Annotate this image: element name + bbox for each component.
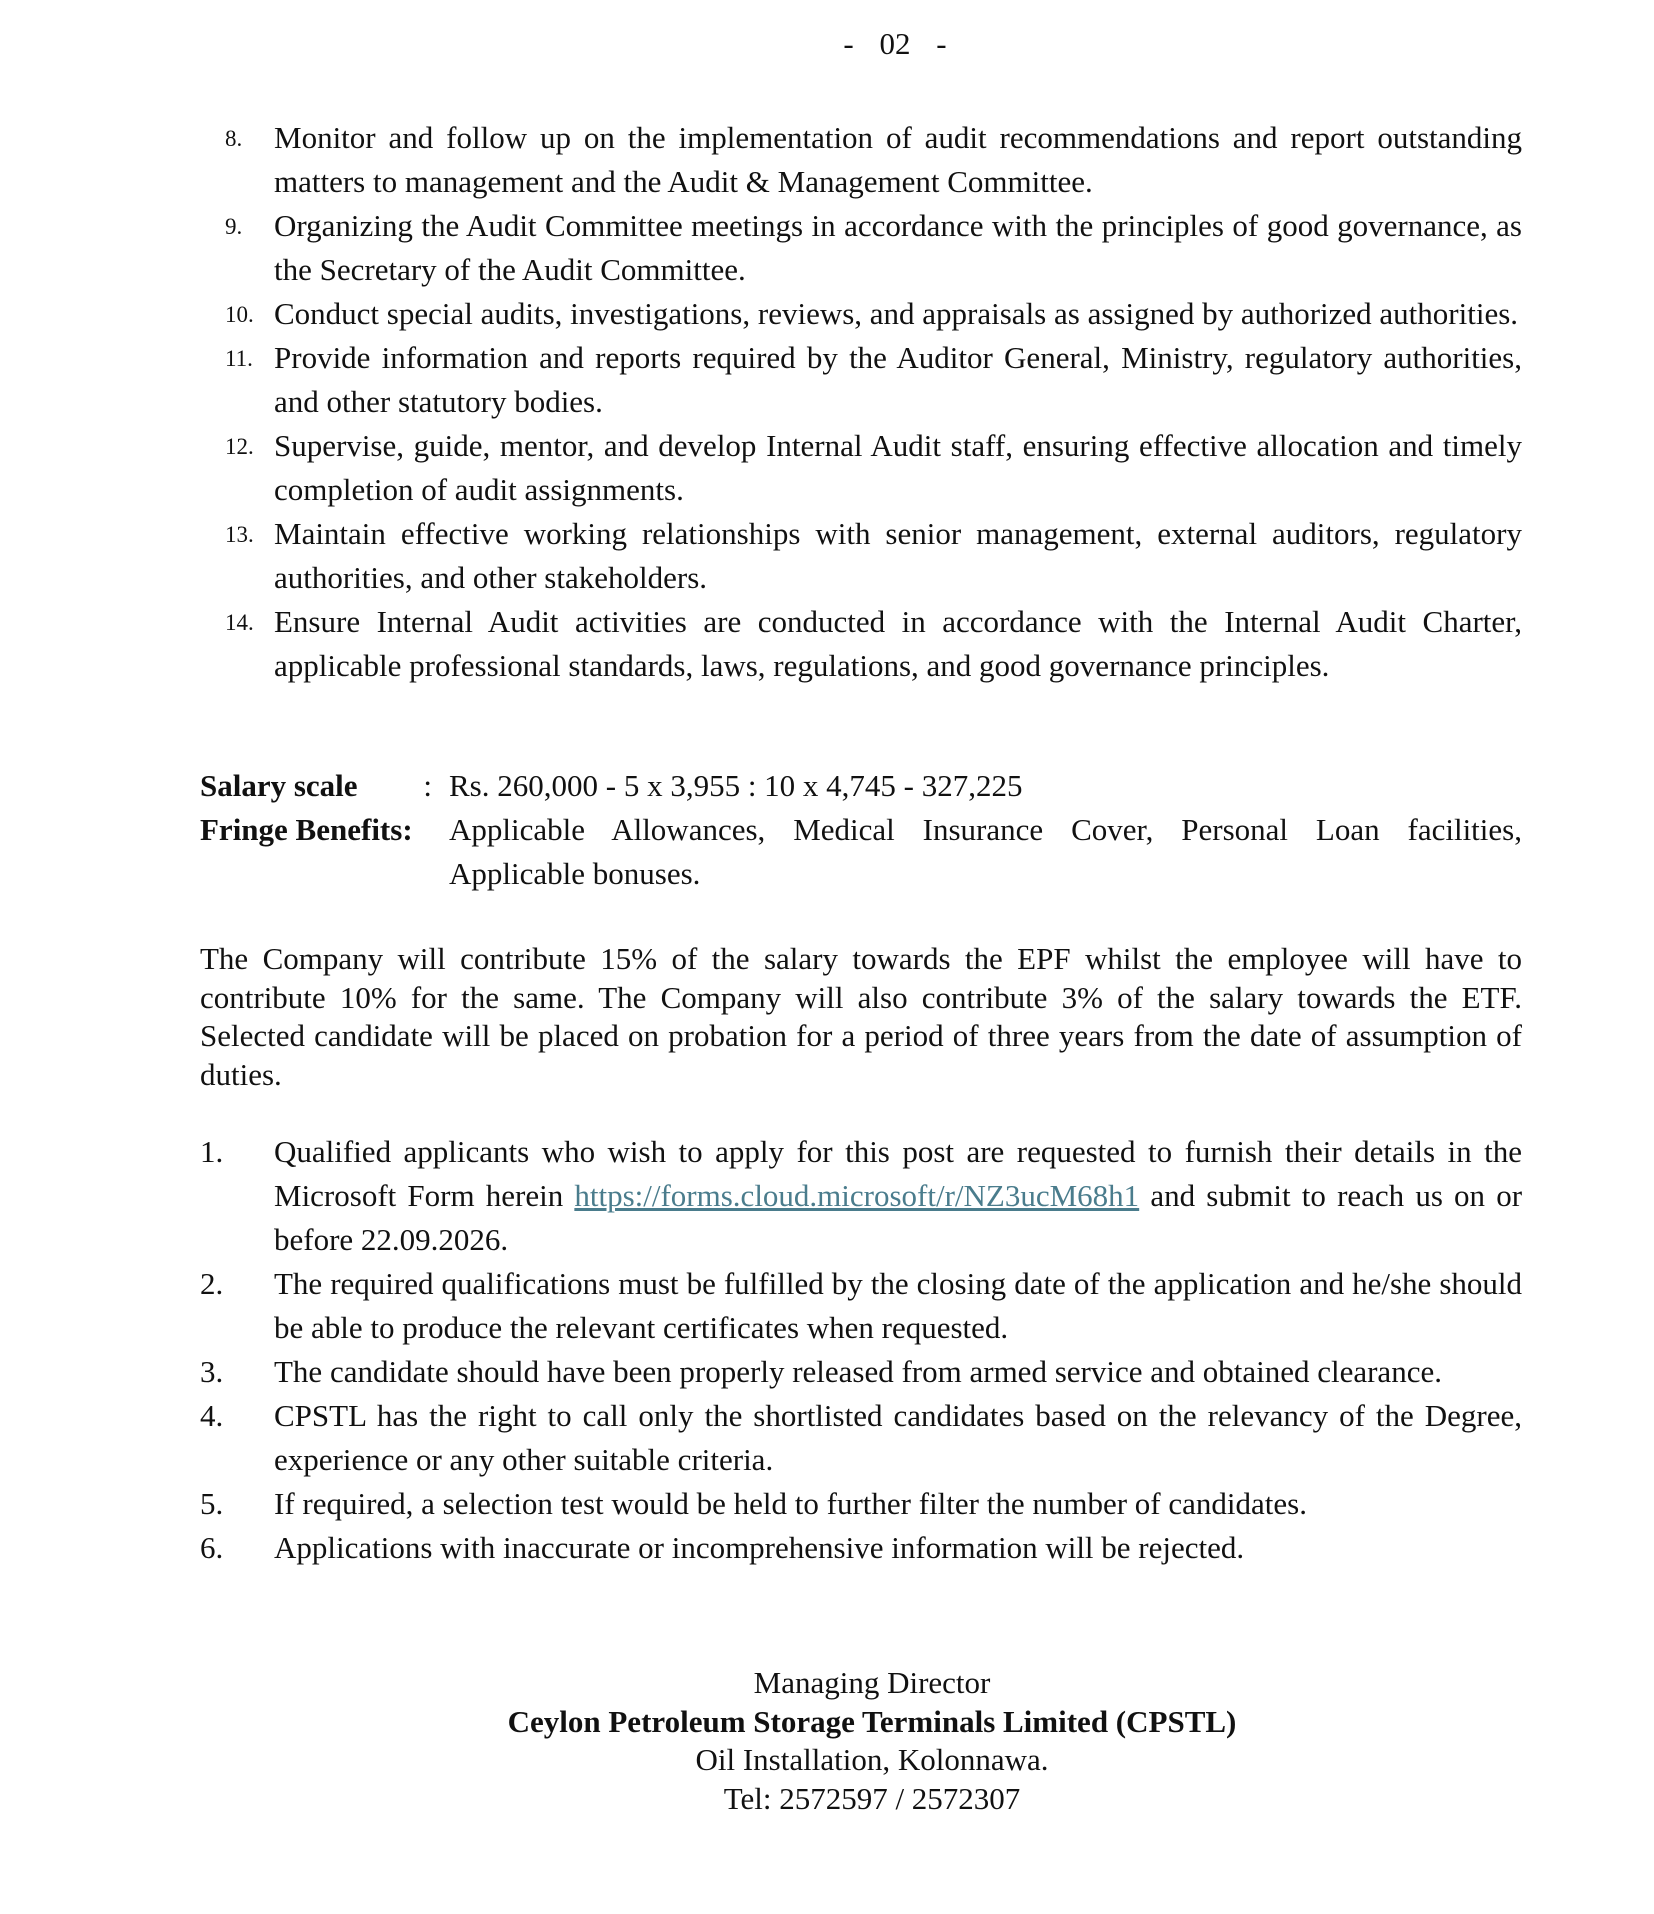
company-address: Oil Installation, Kolonnawa. [695, 1742, 1049, 1777]
condition-text: The required qualifications must be fulfilled by the closing date of the application and he/she should be able to produce the relevant certificates when requested. [274, 1266, 1522, 1345]
salary-scale-value: Rs. 260,000 - 5 x 3,955 : 10 x 4,745 - 327,225 [449, 768, 1023, 803]
condition-number: 3. [200, 1354, 224, 1389]
duty-number: 9. [225, 214, 243, 239]
duty-text: Conduct special audits, investigations, reviews, and appraisals as assigned by authorized authorities. [274, 296, 1519, 331]
duty-item [200, 424, 1522, 512]
duty-item [200, 600, 1522, 688]
signature-block [0, 1664, 1654, 1818]
duty-number: 10. [225, 302, 254, 327]
salary-scale-row [200, 764, 1522, 808]
epf-etf-paragraph: The Company will contribute 15% of the salary towards the EPF whilst the employee will have to contribute 10% for the same. The Company will also contribute 3% of the salary towards the ETF. Selected candidate will be placed on probation for a period of three years from the date of assumption of duties. [200, 941, 1522, 1092]
condition-text: If required, a selection test would be held to further filter the number of candidates. [274, 1486, 1307, 1521]
condition-item [200, 1262, 1522, 1350]
duty-text: Maintain effective working relationships with senior management, external auditors, regulatory authorities, and other stakeholders. [274, 516, 1522, 595]
duty-number: 8. [225, 126, 243, 151]
condition-item [200, 1350, 1522, 1394]
fringe-benefits-label: Fringe Benefits: [200, 812, 413, 847]
duty-item [200, 512, 1522, 600]
condition-text-before-link: Qualified applicants who wish to apply for this post are requested to furnish their details in the Microsoft Form herein [274, 1134, 1522, 1213]
page-number: - 02 - [843, 26, 947, 61]
salary-scale-label: Salary scale [200, 768, 358, 803]
condition-item [200, 1130, 1522, 1262]
condition-text: Applications with inaccurate or incomprehensive information will be rejected. [274, 1530, 1245, 1565]
condition-item [200, 1526, 1522, 1570]
condition-number: 6. [200, 1530, 224, 1565]
duty-number: 14. [225, 610, 254, 635]
duty-item [200, 292, 1522, 336]
salary-scale-colon: : [423, 768, 432, 803]
employment-terms [200, 764, 1522, 896]
condition-text: The candidate should have been properly released from armed service and obtained clearance. [274, 1354, 1442, 1389]
fringe-benefits-row [200, 808, 1522, 896]
company-telephone: Tel: 2572597 / 2572307 [723, 1780, 1021, 1816]
condition-text-after-link: and submit to reach us on or before 22.09.2026. [274, 1178, 1523, 1257]
condition-number: 5. [200, 1486, 224, 1521]
company-name: Ceylon Petroleum Storage Terminals Limited (CPSTL) [507, 1703, 1237, 1739]
application-conditions-list [200, 1130, 1522, 1570]
duty-text: Supervise, guide, mentor, and develop Internal Audit staff, ensuring effective allocation and timely completion of audit assignments. [274, 428, 1522, 507]
duty-item [200, 336, 1522, 424]
condition-number: 4. [200, 1398, 224, 1433]
condition-item [200, 1394, 1522, 1482]
duty-text: Ensure Internal Audit activities are conducted in accordance with the Internal Audit Charter, applicable professional standards, laws, regulations, and good governance principles. [274, 604, 1522, 683]
condition-number: 2. [200, 1266, 224, 1301]
duty-number: 13. [225, 522, 254, 547]
duty-text: Provide information and reports required by the Auditor General, Ministry, regulatory authorities, and other statutory bodies. [274, 340, 1522, 419]
duty-number: 11. [225, 346, 253, 371]
duty-item [200, 204, 1522, 292]
fringe-benefits-value: Applicable Allowances, Medical Insurance Cover, Personal Loan facilities, Applicable bonuses. [449, 812, 1522, 891]
duties-list [200, 116, 1522, 688]
duty-text: Monitor and follow up on the implementation of audit recommendations and report outstanding matters to management and the Audit & Management Committee. [274, 120, 1522, 199]
salary-scale-label-group [200, 764, 449, 808]
duty-number: 12. [225, 434, 254, 459]
duty-item [200, 116, 1522, 204]
condition-text: CPSTL has the right to call only the shortlisted candidates based on the relevancy of the Degree, experience or any other suitable criteria. [274, 1398, 1522, 1477]
duty-text: Organizing the Audit Committee meetings in accordance with the principles of good governance, as the Secretary of the Audit Committee. [274, 208, 1522, 287]
condition-item [200, 1482, 1522, 1526]
microsoft-form-link[interactable]: https://forms.cloud.microsoft/r/NZ3ucM68h1 [574, 1178, 1140, 1213]
condition-number: 1. [200, 1134, 224, 1169]
signatory-title: Managing Director [753, 1665, 991, 1700]
